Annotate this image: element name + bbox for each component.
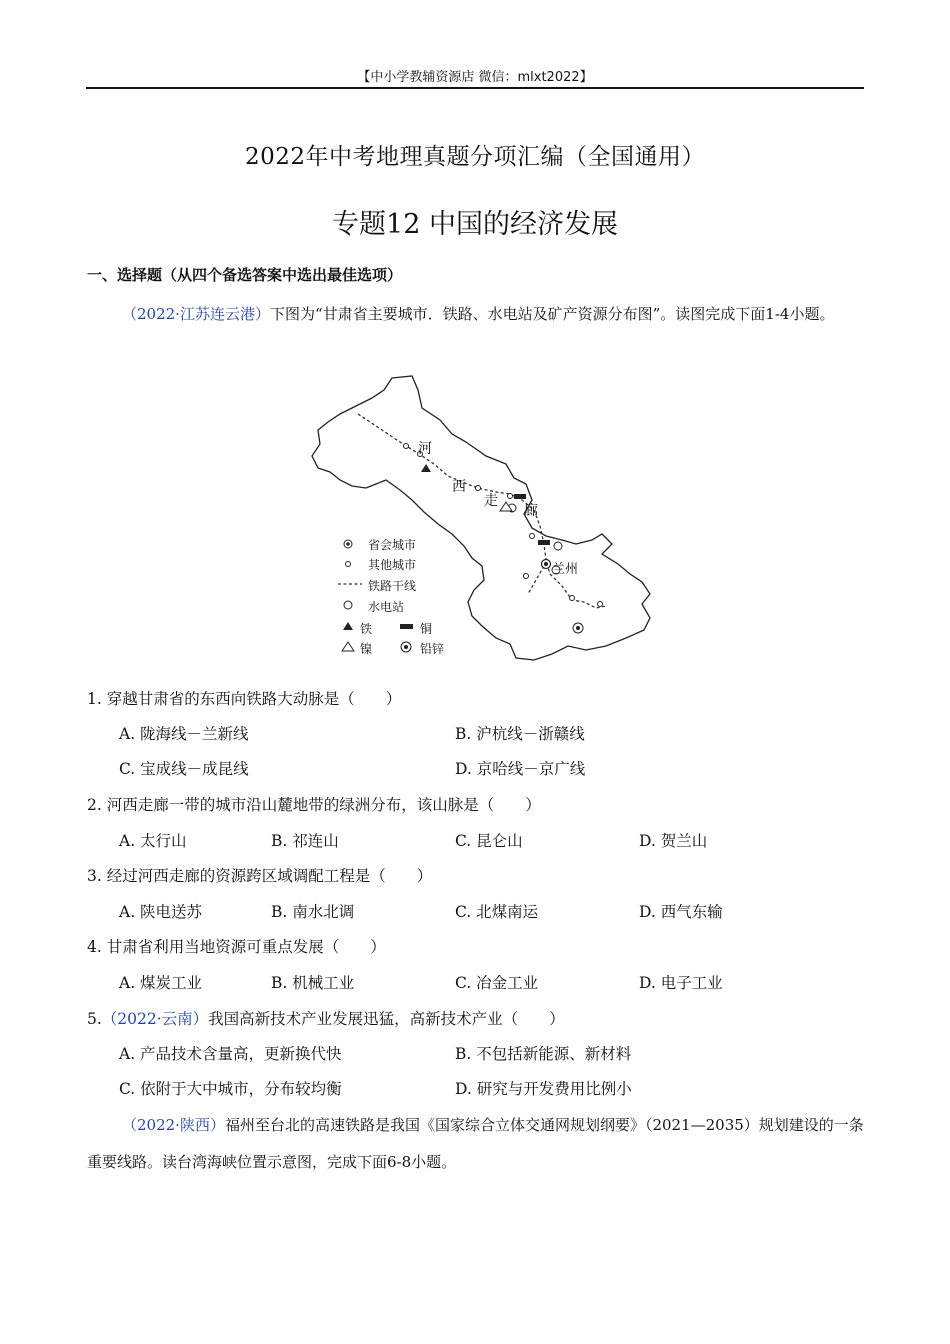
question-5-number: 5.	[87, 1010, 102, 1028]
legend-iron-label: 铁	[360, 622, 373, 636]
legend-leadzinc-dot	[404, 645, 408, 649]
intro-paragraph-2	[87, 1107, 865, 1181]
question-5-option-a: A. 产品技术含量高，更新换代快	[119, 1045, 342, 1063]
question-5-option-d: D. 研究与开发费用比例小	[455, 1080, 632, 1098]
legend-capital-dot	[346, 542, 350, 546]
question-4-option-d: D. 电子工业	[639, 974, 723, 992]
legend-capital-label: 省会城市	[368, 538, 417, 552]
question-1-option-c: C. 宝成线－成昆线	[119, 760, 249, 778]
question-3-option-d: D. 西气东输	[639, 903, 723, 921]
question-3-option-a: A. 陕电送苏	[119, 903, 203, 921]
legend-hydro-label: 水电站	[368, 600, 405, 614]
question-1-option-b: B. 沪杭线－浙赣线	[455, 725, 585, 743]
city-dot	[524, 574, 529, 579]
question-2-option-c: C. 昆仑山	[455, 832, 523, 850]
question-5-option-b: B. 不包括新能源、新材料	[455, 1045, 632, 1063]
map-label-he: 河	[418, 441, 432, 457]
question-4-option-c: C. 冶金工业	[455, 974, 539, 992]
question-1-stem: 1. 穿越甘肃省的东西向铁路大动脉是（ ）	[87, 690, 402, 708]
question-3-option-c: C. 北煤南运	[455, 903, 539, 921]
question-2-stem: 2. 河西走廊一带的城市沿山麓地带的绿洲分布，该山脉是（ ）	[87, 796, 541, 814]
question-5-stem-line	[87, 1007, 565, 1029]
question-4-option-a: A. 煤炭工业	[119, 974, 203, 992]
question-3-stem: 3. 经过河西走廊的资源跨区域调配工程是（ ）	[87, 867, 433, 885]
gansu-map	[300, 368, 660, 668]
copper-mine-marker	[514, 494, 526, 499]
question-source: （2022·陕西）	[122, 1116, 225, 1134]
province-outline	[312, 376, 650, 660]
header-divider	[86, 87, 864, 89]
question-4-stem: 4. 甘肃省利用当地资源可重点发展（ ）	[87, 938, 386, 956]
map-label-zou: 走	[484, 493, 498, 509]
question-3-option-b: B. 南水北调	[271, 903, 355, 921]
legend-leadzinc-label: 铅锌	[420, 642, 445, 656]
question-source: （2022·江苏连云港）	[122, 305, 270, 323]
map-label-lanzhou: 兰州	[552, 562, 579, 577]
intro-text: 下图为“甘肃省主要城市．铁路、水电站及矿产资源分布图”。读图完成下面1-4小题。	[269, 305, 835, 323]
city-dot	[404, 444, 409, 449]
question-5-option-c: C. 依附于大中城市，分布较均衡	[119, 1080, 342, 1098]
question-1-option-a: A. 陇海线－兰新线	[119, 725, 249, 743]
copper-mine-marker	[538, 540, 550, 545]
intro-text: 福州至台北的高速铁路是我国《国家综合立体交通网规划纲要》（2021—2035）规划建设的一条重要线路。读台湾海峡位置示意图，完成下面6-8小题。	[87, 1116, 864, 1171]
legend-copper-label: 铜	[420, 622, 433, 636]
legend-railway-label: 铁路干线	[368, 579, 417, 593]
question-4-option-b: B. 机械工业	[271, 974, 355, 992]
legend-city-label: 其他城市	[368, 558, 417, 572]
document-title: 2022年中考地理真题分项汇编（全国通用）	[244, 144, 706, 170]
page-header: 【中小学教辅资源店 微信：mlxt2022】	[357, 70, 593, 85]
intro-paragraph-1	[87, 296, 865, 333]
legend-copper-symbol	[400, 624, 413, 629]
city-dot	[476, 486, 481, 491]
question-2-option-d: D. 贺兰山	[639, 832, 708, 850]
map-label-lang: 廊	[524, 503, 538, 519]
question-2-option-b: B. 祁连山	[271, 832, 339, 850]
city-dot	[598, 602, 603, 607]
hydro-station-marker	[554, 542, 562, 550]
topic-title: 专题12 中国的经济发展	[332, 209, 618, 240]
question-1-option-d: D. 京哈线－京广线	[455, 760, 586, 778]
gansu-map-figure	[300, 368, 660, 668]
legend-nickel-symbol	[342, 642, 354, 651]
legend-city-symbol	[346, 562, 351, 567]
city-dot	[530, 534, 535, 539]
question-5-stem: 我国高新技术产业发展迅猛，高新技术产业（ ）	[208, 1010, 565, 1028]
map-label-xi: 西	[452, 479, 466, 495]
legend-nickel-label: 镍	[360, 642, 373, 656]
provincial-capital-dot	[544, 562, 548, 566]
legend-iron-symbol	[343, 622, 353, 630]
city-dot	[570, 596, 575, 601]
question-5-source: （2022·云南）	[101, 1010, 209, 1028]
question-2-option-a: A. 太行山	[119, 832, 187, 850]
section-heading: 一、选择题（从四个备选答案中选出最佳选项）	[87, 266, 403, 284]
city-dot	[508, 494, 513, 499]
lead-zinc-mine-dot	[576, 626, 580, 630]
legend-hydro-symbol	[344, 601, 352, 609]
